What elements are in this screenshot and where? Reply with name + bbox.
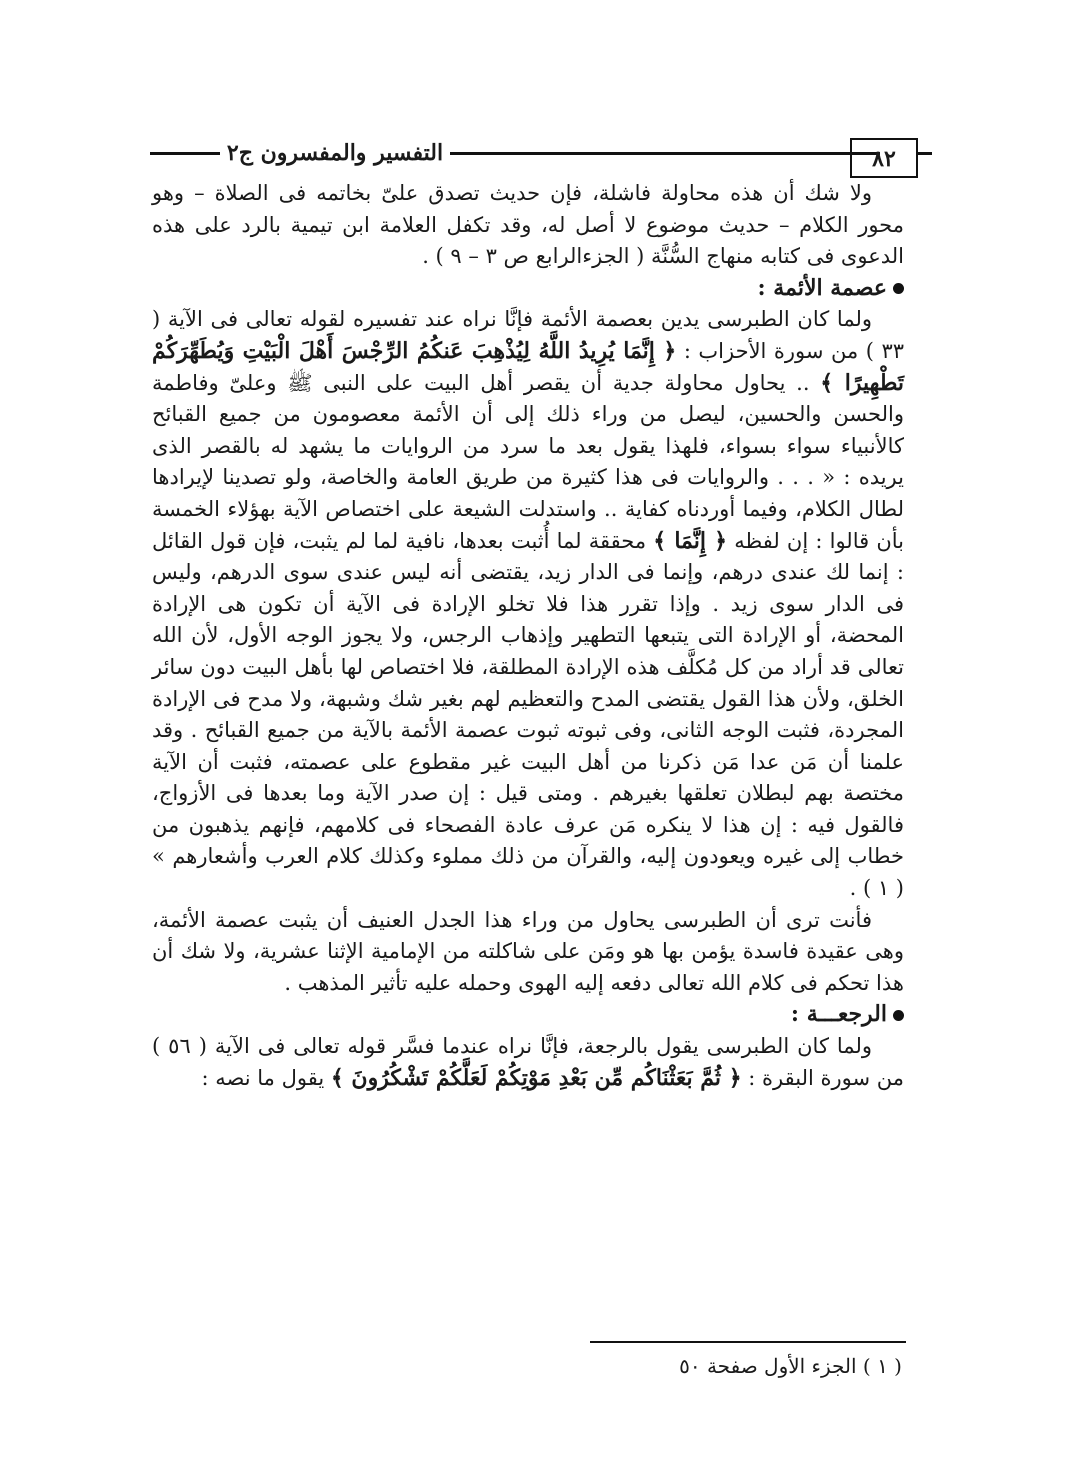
section-heading-raja xyxy=(152,999,904,1031)
paragraph-2-part-a: ولما كان الطبرسى يدين بعصمة الأئمة فإنَّا نراه عند تفسيره لقوله تعالى فى الآية ( ٣٣ ) من سورة الأحزاب : xyxy=(152,307,904,363)
page-number: ٨٢ xyxy=(850,138,918,178)
footnote-separator xyxy=(590,1341,906,1343)
bullet-icon xyxy=(893,1010,904,1021)
main-text xyxy=(152,178,904,1094)
section-heading-imams-infallibility xyxy=(152,273,904,305)
paragraph-2-part-c: محققة لما أُثبت بعدها، نافية لما لم يثبت، فإن قول القائل : إنما لك عندى درهم، وإنما فى الدار زيد، يقتضى أنه ليس عندى سوى الدرهم، وليس فى الدار سوى زيد . وإذا تقرر هذا فلا تخلو الإرادة فى الآية أن تكون هى الإرادة المحضة، أو الإرادة التى يتبعها التطهير وإذهاب الرجس، ولا يجوز الوجه الأول، لأن الله تعالى قد أراد من كل مُكلَّف هذه الإرادة المطلقة، فلا اختصاص لها بأهل البيت دون سائر الخلق، ولأن هذا القول يقتضى المدح والتعظيم لهم بغير شك وشبهة، ولا مدح فى الإرادة المجردة، فثبت الوجه الثانى، وفى ثبوته ثبوت عصمة الأئمة بالآية من جميع القبائح . وقد علمنا أن مَن عدا مَن ذكرنا من أهل البيت غير مقطوع على عصمته، فثبت أن الآية مختصة بهم لبطلان تعلقها بغيرهم . ومتى قيل : إن صدر الآية وما بعدها فى الأزواج، فالقول فيه : إن هذا لا ينكره مَن عرف عادة الفصحاء فى كلامهم، فإنهم يذهبون من خطاب إلى غيره ويعودون إليه، والقرآن من ذلك مملوء وكذلك كلام العرب وأشعارهم » ( ١ ) . xyxy=(152,528,905,901)
quran-verse-baqarah-56: ﴿ ثُمَّ بَعَثْنَاكُم مِّن بَعْدِ مَوْتِكُمْ لَعَلَّكُمْ تَشْكُرُونَ ﴾ xyxy=(330,1064,742,1091)
paragraph-1: ولا شك أن هذه محاولة فاشلة، فإن حديث تصدق علىّ بخاتمه فى الصلاة – وهو محور الكلام – حديث موضوع لا أصل له، وقد تكفل العلامة ابن تيمية بالرد على هذه الدعوى فى كتابه منهاج السُّنَّة ( الجزءالرابع ص ٣ – ٩ ) . xyxy=(152,181,904,269)
header-rule-middle xyxy=(450,152,880,155)
header-rule-left xyxy=(150,152,220,155)
section-heading-text: عصمة الأئمة : xyxy=(757,274,887,301)
paragraph-4 xyxy=(152,1031,904,1094)
paragraph-4-part-a: ولما كان الطبرسى يقول بالرجعة، فإنَّا نراه عندما فسَّر قوله تعالى فى الآية ( ٥٦ ) من سورة البقرة : xyxy=(152,1034,904,1090)
running-title: التفسير والمفسرون ج٢ xyxy=(226,140,444,166)
paragraph-3: فأنت ترى أن الطبرسى يحاول من وراء هذا الجدل العنيف أن يثبت عصمة الأئمة، وهى عقيدة فاسدة يؤمن بها هو ومَن على شاكلته من الإمامية الإثنا عشرية، ولا شك أن هذا تحكم فى كلام الله تعالى دفعه إليه الهوى وحمله عليه تأثير المذهب . xyxy=(152,907,904,995)
paragraph-2-part-b: .. يحاول محاولة جدية أن يقصر أهل البيت على النبى ﷺ وعلىّ وفاطمة والحسن والحسين، ليصل من وراء ذلك إلى أن الأئمة معصومون من جميع القبائح كالأنبياء سواء بسواء، فلهذا يقول بعد ما سرد من الروايات ما يشهد له بالقصر الذى يريده : « . . . والروايات فى هذا كثيرة من طريق العامة والخاصة، ولو تصدينا لإيرادها لطال الكلام، وفيما أوردناه كفاية .. واستدلت الشيعة على اختصاص الآية بهؤلاء الخمسة بأن قالوا : إن لفظه xyxy=(152,370,904,553)
section-heading-text: الرجعـــة : xyxy=(790,1001,887,1028)
paragraph-2 xyxy=(152,304,904,904)
page-header xyxy=(150,138,932,182)
header-rule-right xyxy=(918,152,932,155)
quran-verse-ahzab-33: ﴿ إِنَّمَا يُرِيدُ اللَّهُ لِيُذْهِبَ عَنكُمُ الرِّجْسَ أَهْلَ الْبَيْتِ وَيُطَهِّرَكُمْ تَطْهِيرًا ﴾ xyxy=(152,337,904,396)
bullet-icon xyxy=(893,283,904,294)
paragraph-4-part-b: يقول ما نصه : xyxy=(201,1065,331,1090)
footnote: ( ١ ) الجزء الأول صفحة ٥٠ xyxy=(679,1354,902,1378)
quran-word-innama: ﴿ إِنَّمَا ﴾ xyxy=(653,527,728,554)
